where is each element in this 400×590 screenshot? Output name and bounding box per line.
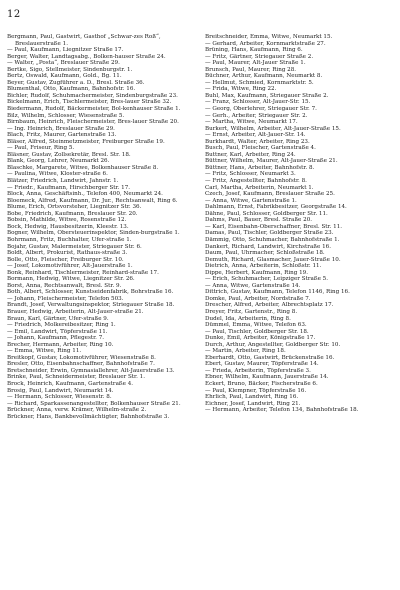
- directory-entry: — Franz, Schlosser, Alt-Jauer-Str. 15.: [205, 99, 311, 106]
- directory-entry: Bobsin, Mathilde, Witwe, Rosenstraße 12.: [7, 217, 127, 224]
- directory-entry: Birnbaum, Heinrich, Fleischermeister, Bres-lauer Straße 20.: [7, 119, 179, 126]
- directory-entry: — Gerhard, Arbeiter, Kornmarktstraße 27.: [205, 40, 326, 47]
- directory-entry: Ehrlich, Paul, Landwirt, Ring 16.: [205, 394, 299, 401]
- directory-entry: — Fritz, Schlosser, Neumarkt 3.: [205, 171, 296, 178]
- directory-entry: Dittrich, Gustav, Kaufmann, Telefon 1146, Ring 16.: [205, 289, 350, 296]
- directory-entry: Daum, Paul, Uhrmacher, Schloßstraße 18.: [205, 250, 325, 257]
- directory-entry: Blach, Fritz, Maurer, Gartenstraße 13.: [7, 132, 117, 139]
- directory-entry: — Richard, Sparkassenangestellter, Bolkenhauser Straße 21.: [7, 400, 181, 407]
- directory-entry: Bretschneider, Erwin, Gymnasiallehrer, Alt-Jauerstraße 13.: [7, 367, 175, 374]
- directory-entry: — Paulina, Witwe, Kloster-straße 6.: [7, 171, 108, 178]
- directory-entry: Eckert, Bruno, Bäcker, Fischerstraße 6.: [205, 380, 318, 387]
- left-column: [7, 34, 195, 420]
- directory-entry: Carl, Martha, Arbeiterin, Neumarkt 1.: [205, 184, 314, 191]
- directory-entry: — Georg, Oberlehrer, Striegauer Str. 7.: [205, 106, 317, 113]
- directory-entry: — Paul, Friseur, Ring 5.: [7, 145, 75, 152]
- right-column: [205, 34, 393, 414]
- directory-entry: — Fritz, Gärtner, Striegauer Straße 2.: [205, 53, 314, 60]
- directory-entry: — Hermann, Schlosser, Wiesenstr. 8.: [7, 394, 112, 401]
- directory-entry: — Hermann, Arbeiter, Telefon 134, Bahnhofstraße 18.: [205, 407, 359, 414]
- directory-entry: Bertz, Oswald, Kaufmann, Gold., Bg. 11.: [7, 73, 122, 80]
- directory-entry: — Friedrich, Molkereibesitzer, Ring 1.: [7, 322, 116, 329]
- directory-entry: Domke, Paul, Arbeiter, Nordstraße 7.: [205, 295, 311, 302]
- directory-entry: Dietrich, Anna, Arbeiterin, Schloßstr. 11.: [205, 263, 322, 270]
- directory-entry: Ebner, Wilhelm, Kaufmann, Jauerstraße 14.: [205, 374, 329, 381]
- directory-entry: Berger, Walter, Landtagsabg., Bolken-hauser Straße 24.: [7, 53, 166, 60]
- directory-entry: — Johann, Kaufmann, Pflegestr. 7.: [7, 335, 105, 342]
- directory-entry: Burkhardt, Walter, Arbeiter, Ring 23.: [205, 138, 310, 145]
- directory-entry: Blumenthal, Otto, Kaufmann, Bahnhofstr. 16.: [7, 86, 136, 93]
- directory-entry: Brückner, Hans, Bankbevollmächtigter, Bahnhofstraße 3.: [7, 413, 170, 420]
- directory-entry: Brauer, Hedwig, Arbeiterin, Alt-Jauer-straße 21.: [7, 308, 144, 315]
- directory-entry: — Paul, Maurer, Alt-Jauer Straße 1.: [205, 60, 306, 67]
- directory-entry: Dahms, Paul, Bauer, Bresl. Straße 20.: [205, 217, 313, 224]
- directory-entry: Eberhardt, Otto, Gastwirt, Brückenstraße 16.: [205, 354, 335, 361]
- directory-entry: Bojahr, Gustav, Malermeister, Striegauer Str. 6.: [7, 243, 142, 250]
- directory-entry: Dunke, Emil, Arbeiter, Königstraße 17.: [205, 335, 316, 342]
- directory-entry: Busch, Paul, Fleischer, Gartenstraße 4.: [205, 145, 316, 152]
- directory-entry: Biedermann, Rudolf, Bäckermeister, Bol-kenhauser Straße 1.: [7, 106, 181, 113]
- directory-entry: — Josef, Lokomotivführer, Alt-Jauerstraße 1.: [7, 263, 133, 270]
- directory-entry: — Ernst, Arbeiter, Alt-Jauer-Str. 14.: [205, 132, 306, 139]
- directory-entry: — Anna, Witwe, Gartenstraße 14.: [205, 282, 301, 289]
- directory-entry: Blätzer, Friedrich, Landwirt, Jahnstr. 1.: [7, 178, 119, 185]
- directory-entry: Dähne, Paul, Schlosser, Goldberger Str. 11.: [205, 210, 328, 217]
- directory-entry: Bläsner, Gustav, Zollsekretär, Bresl. Str. 18.: [7, 151, 131, 158]
- directory-entry: — Erich, Schuhmacher, Leipziger Straße 5.: [205, 276, 329, 283]
- directory-entry: — Paul, Kaufmann, Liegnitzer Straße 17.: [7, 47, 124, 54]
- directory-entry: Burkert, Wilhelm, Arbeiter, Alt-Jauer-Straße 15.: [205, 125, 341, 132]
- directory-entry: Dahlmann, Ernst, Fabrikbesitzer, Georgstraße 14.: [205, 204, 347, 211]
- directory-entry: Blume, Erich, Ortsvorsteher, Liegnitzer Str. 36.: [7, 204, 142, 211]
- directory-entry: Eichner, Josef, Landwirt, Ring 21.: [205, 400, 301, 407]
- directory-entry: Bergmann, Paul, Gastwirt, Gasthof „Schwar-zes Roß“, Breslauerstraße 1.: [7, 34, 161, 47]
- directory-entry: Bobe, Friedrich, Kaufmann, Breslauer Str. 20.: [7, 210, 138, 217]
- directory-entry: Dippe, Herbert, Kaufmann, Ring 19.: [205, 269, 308, 276]
- directory-entry: Bormann, Hedwig, Witwe, Liegnitzer Str. 26.: [7, 276, 135, 283]
- directory-entry: Bloemeck, Alfred, Kaufmann, Dr. Jur., Rechtsanwalt, Ring 6.: [7, 197, 178, 204]
- directory-entry: Blank, Georg, Lehrer, Neumarkt 26.: [7, 158, 110, 165]
- directory-entry: Bertke, Sigo, Stellmeister, Sindenburgstr. 1.: [7, 66, 133, 73]
- directory-entry: Bock, Hedwig, Hausbesitzerin, Kleestr. 13.: [7, 223, 129, 230]
- directory-entry: Bolle, Otto, Fleischer, Freiburger Str. 10.: [7, 256, 124, 263]
- directory-entry: Braun, Karl, Gärtner, Ufer-straße 9.: [7, 315, 109, 322]
- directory-entry: Dreyer, Fritz, Gartenstr., Ring 8.: [205, 308, 298, 315]
- directory-entry: — Johann, Fleischermeister, Telefon 503.: [7, 295, 124, 302]
- directory-entry: Bresler, Otto, Eisenbahnschaffner, Bahnhofstraße 7.: [7, 361, 155, 368]
- directory-entry: Büttner, Hans, Arbeiter, Bahnhofstr. 8.: [205, 164, 315, 171]
- directory-entry: — Martin, Arbeiter, Ring 18.: [205, 348, 286, 355]
- directory-entry: Durch, Arthur, Angestellter, Goldberger Str. 10.: [205, 341, 341, 348]
- directory-entry: — Frieda, Arbeiterin, Töpferstraße 3.: [205, 367, 311, 374]
- directory-entry: Brinke, Paul, Schneidermeister, Breslauer Str. 1.: [7, 374, 145, 381]
- directory-entry: Brückner, Anna, verw. Krämer, Wilhelm-straße 2.: [7, 407, 147, 414]
- page-number: 12: [7, 9, 21, 20]
- directory-entry: Breitschneider, Emma, Witwe, Neumarkt 15.: [205, 34, 333, 40]
- directory-entry: Beyer, Gustav, Zugführer a. D., Bresl. Straße 36.: [7, 79, 145, 86]
- directory-entry: Brandt, Josef, Verwaltungsinspektor, Striegauer Straße 18.: [7, 302, 175, 309]
- directory-entry: Bohrmann, Fritz, Buchhalter, Ufer-straße 1.: [7, 236, 132, 243]
- directory-entry: — Emil, Landwirt, Töpferstraße 11.: [7, 328, 108, 335]
- directory-entry: Blaschke, Margarete, Witwe, Bolkenhauser Straße 8.: [7, 164, 159, 171]
- directory-entry: Drescher, Alfred, Arbeiter, Albrechtsplatz 17.: [205, 302, 334, 309]
- directory-entry: — Fritz, Angestellter, Bahnhofstr. 8.: [205, 178, 307, 185]
- directory-entry: Brosig, Paul, Landwirt, Neumarkt 14.: [7, 387, 114, 394]
- directory-entry: Boldt, Albert, Prokurist, Rathaus-straße 3.: [7, 250, 128, 257]
- directory-entry: — Friedr., Kaufmann, Hirschberger Str. 17.: [7, 184, 131, 191]
- directory-entry: — Ing. Heinrich, Breslauer Straße 29.: [7, 125, 115, 132]
- directory-entry: Brunsch, Paul, Maurer, Ring 28.: [205, 66, 297, 73]
- directory-entry: — Paul, Klempner, Töpferstraße 16.: [205, 387, 307, 394]
- directory-entry: Büchner, Arthur, Kaufmann, Neumarkt 8.: [205, 73, 323, 80]
- directory-entry: Büttner, Wilhelm, Maurer, Alt-Jauer-Straße 21.: [205, 158, 338, 165]
- directory-entry: Bilz, Wilhelm, Schlosser, Wiesenstraße 5.: [7, 112, 125, 119]
- directory-entry: Dümmel, Emma, Witwe, Telefon 63.: [205, 322, 307, 329]
- directory-entry: Bickelmann, Erich, Tischlermeister, Bres-lauer Straße 32.: [7, 99, 172, 106]
- directory-entry: Czech, Josef, Kaufmann, Breslauer Straße 25.: [205, 191, 335, 198]
- directory-entry: — Frida, Witwe, Ring 22.: [205, 86, 277, 93]
- directory-entry: — Walter, „Posta“, Breslauer Straße 29.: [7, 60, 120, 67]
- directory-entry: Borst, Anna, Rechtsanwalt, Bresl. Str. 9.: [7, 282, 122, 289]
- directory-entry: Buhl, Max, Kaufmann, Striegauer Straße 2.: [205, 92, 329, 99]
- directory-entry: — Gerh., Arbeiter, Striegauer Str. 2.: [205, 112, 308, 119]
- directory-entry: Brecher, Hermann, Arbeiter, Ring 10.: [7, 341, 114, 348]
- directory-entry: Dankert, Richard, Landwirt, Kirchstraße 16.: [205, 243, 331, 250]
- directory-entry: Both, Albert, Schlosser, Kunstseidenfabrik, Bohrstraße 16.: [7, 289, 174, 296]
- directory-entry: — Hellmut, Schmied, Kornmarktstr. 5.: [205, 79, 314, 86]
- directory-entry: Brock, Heinrich, Kaufmann, Gartenstraße 4.: [7, 380, 134, 387]
- directory-entry: Damas, Paul, Tischler, Goldberger Straße 23.: [205, 230, 334, 237]
- directory-entry: — Emma, Witwe, Ring 11.: [7, 348, 82, 355]
- directory-entry: Ebert, Gustav, Maurer, Töpferstraße 14.: [205, 361, 319, 368]
- directory-entry: Breitkopf, Gustav, Lokomotivführer, Wiesenstraße 8.: [7, 354, 156, 361]
- directory-entry: Bichler, Rudolf, Schuhmachermeister, Sindenburgstraße 23.: [7, 92, 178, 99]
- directory-entry: Bonk, Reinhard, Tischlermeister, Reinhard-straße 17.: [7, 269, 159, 276]
- directory-entry: Buttner, Karl, Arbeiter, Ring 24.: [205, 151, 296, 158]
- directory-entry: Demuth, Richard, Glasmacher, Jauer-Straße 10.: [205, 256, 341, 263]
- directory-entry: — Anna, Witwe, Gartenstraße 1.: [205, 197, 297, 204]
- directory-entry: — Martha, Witwe, Neumarkt 17.: [205, 119, 298, 126]
- directory-entry: Brüning, Hans, Kaufmann, Ring 6.: [205, 47, 303, 54]
- directory-entry: Bläser, Alfred, Steinmetzmeister, Freiburger Straße 19.: [7, 138, 165, 145]
- directory-entry: — Paul, Tischler, Goldberger Str. 18.: [205, 328, 309, 335]
- directory-entry: Dudel, Ida, Arbeiterin, Ring 8.: [205, 315, 291, 322]
- directory-entry: Dämmig, Otto, Schuhmacher, Bahnhofstraße 1.: [205, 236, 340, 243]
- directory-entry: Block, Anna, Geschäftsinh., Telefon 400, Neumarkt 24.: [7, 191, 163, 198]
- directory-entry: Bogner, Wilhelm, Obersteuerinspektor, Sinden-burgstraße 1.: [7, 230, 180, 237]
- directory-entry: — Karl, Eisenbahn-Oberschaffner, Bresl. Str. 11.: [205, 223, 343, 230]
